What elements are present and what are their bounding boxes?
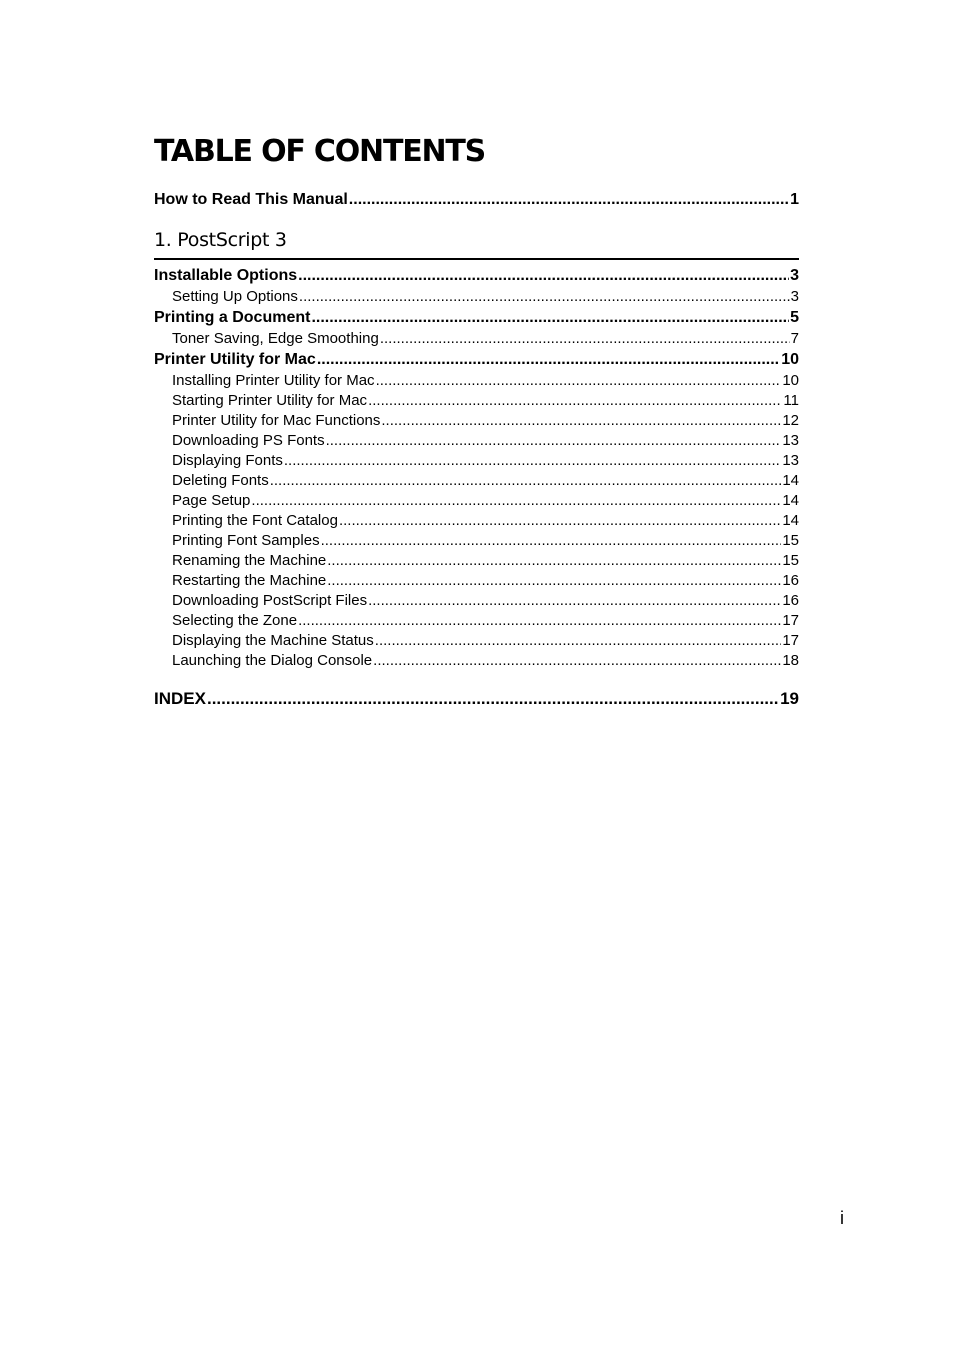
- toc-entry[interactable]: [154, 307, 799, 329]
- toc-entry-page: 7: [790, 330, 799, 347]
- toc-entry[interactable]: [154, 631, 799, 651]
- toc-leader-dots: [284, 451, 781, 471]
- toc-entry-title: Printing a Document: [154, 309, 311, 326]
- toc-leader-dots: [311, 307, 789, 329]
- toc-entry-title: Downloading PostScript Files: [172, 592, 368, 609]
- toc-entry-title: Setting Up Options: [172, 288, 298, 305]
- toc-leader-dots: [349, 189, 789, 211]
- toc-entry-title: Page Setup: [172, 492, 251, 509]
- toc-entry-title: Displaying the Machine Status: [172, 632, 374, 649]
- toc-entry[interactable]: [154, 287, 799, 307]
- toc-entry-page: 15: [782, 552, 799, 569]
- toc-entry[interactable]: [154, 471, 799, 491]
- toc-entry-page: 12: [782, 412, 799, 429]
- toc-entry[interactable]: [154, 391, 799, 411]
- toc-entry[interactable]: [154, 451, 799, 471]
- toc-entry-title: Renaming the Machine: [172, 552, 327, 569]
- toc-entry-page: 13: [782, 432, 799, 449]
- toc-entry-title: Printer Utility for Mac Functions: [172, 412, 381, 429]
- toc-entry[interactable]: [154, 511, 799, 531]
- toc-entry-page: 16: [782, 572, 799, 589]
- toc-entry-title: INDEX: [154, 689, 206, 708]
- toc-entry-title: Launching the Dialog Console: [172, 652, 373, 669]
- chapter-heading: 1. PostScript 3: [154, 227, 799, 260]
- toc-entry-page: 3: [790, 267, 799, 284]
- toc-entry-page: 11: [783, 392, 799, 409]
- toc-leader-dots: [298, 265, 789, 287]
- toc-leader-dots: [375, 631, 782, 651]
- toc-entry-page: 17: [782, 632, 799, 649]
- toc-entry-page: 5: [790, 309, 799, 326]
- toc-entry-page: 17: [782, 612, 799, 629]
- toc-entry[interactable]: [154, 265, 799, 287]
- toc-entry-how-to-read[interactable]: [154, 189, 799, 211]
- toc-entry-page: 10: [781, 351, 799, 368]
- toc-entry-page: 18: [782, 652, 799, 669]
- toc-entry-page: 19: [780, 689, 799, 708]
- toc-entry-title: Printing Font Samples: [172, 532, 320, 549]
- toc-entry[interactable]: [154, 349, 799, 371]
- toc-leader-dots: [368, 591, 781, 611]
- toc-entry-title: Displaying Fonts: [172, 452, 283, 469]
- toc-chapter-entries: [154, 265, 799, 671]
- toc-entry-title: Downloading PS Fonts: [172, 432, 325, 449]
- toc-entry-page: 15: [782, 532, 799, 549]
- toc-entry[interactable]: [154, 531, 799, 551]
- toc-entry[interactable]: [154, 329, 799, 349]
- toc-entry[interactable]: [154, 551, 799, 571]
- toc-leader-dots: [373, 651, 781, 671]
- toc-entry-title: How to Read This Manual: [154, 191, 348, 208]
- toc-entry-page: 16: [782, 592, 799, 609]
- toc-entry-title: Installing Printer Utility for Mac: [172, 372, 375, 389]
- toc-leader-dots: [321, 531, 782, 551]
- toc-leader-dots: [207, 688, 779, 710]
- toc-entry[interactable]: [154, 571, 799, 591]
- toc-leader-dots: [299, 287, 790, 307]
- toc-leader-dots: [317, 349, 780, 371]
- toc-entry[interactable]: [154, 611, 799, 631]
- toc-entry[interactable]: [154, 491, 799, 511]
- toc-index: [154, 688, 799, 710]
- toc-leader-dots: [251, 491, 781, 511]
- toc-entry-title: Deleting Fonts: [172, 472, 269, 489]
- toc-entry-page: 1: [790, 191, 799, 208]
- toc-entry-title: Installable Options: [154, 267, 298, 284]
- toc-leader-dots: [327, 551, 781, 571]
- toc-leader-dots: [339, 511, 781, 531]
- toc-entry[interactable]: [154, 431, 799, 451]
- toc-leader-dots: [298, 611, 781, 631]
- toc-entry-page: 14: [782, 512, 799, 529]
- toc-entry-title: Restarting the Machine: [172, 572, 327, 589]
- toc-entry-page: 14: [782, 492, 799, 509]
- toc-intro: [154, 189, 799, 211]
- toc-entry-page: 3: [790, 288, 799, 305]
- toc-leader-dots: [368, 391, 782, 411]
- toc-entry-title: Toner Saving, Edge Smoothing: [172, 330, 379, 347]
- toc-entry-page: 14: [782, 472, 799, 489]
- toc-leader-dots: [381, 411, 781, 431]
- toc-entry[interactable]: [154, 651, 799, 671]
- toc-entry-title: Starting Printer Utility for Mac: [172, 392, 368, 409]
- toc-leader-dots: [380, 329, 790, 349]
- toc-leader-dots: [327, 571, 781, 591]
- toc-entry[interactable]: [154, 411, 799, 431]
- page-number: i: [840, 1208, 844, 1228]
- toc-entry-page: 13: [782, 452, 799, 469]
- toc-entry-index[interactable]: [154, 688, 799, 710]
- toc-entry-page: 10: [782, 372, 799, 389]
- toc-entry-title: Printer Utility for Mac: [154, 351, 316, 368]
- toc-leader-dots: [270, 471, 782, 491]
- toc-entry[interactable]: [154, 371, 799, 391]
- toc-entry-title: Selecting the Zone: [172, 612, 298, 629]
- toc-entry[interactable]: [154, 591, 799, 611]
- toc-leader-dots: [326, 431, 782, 451]
- toc-entry-title: Printing the Font Catalog: [172, 512, 338, 529]
- page-title: TABLE OF CONTENTS: [154, 134, 486, 169]
- toc-leader-dots: [376, 371, 782, 391]
